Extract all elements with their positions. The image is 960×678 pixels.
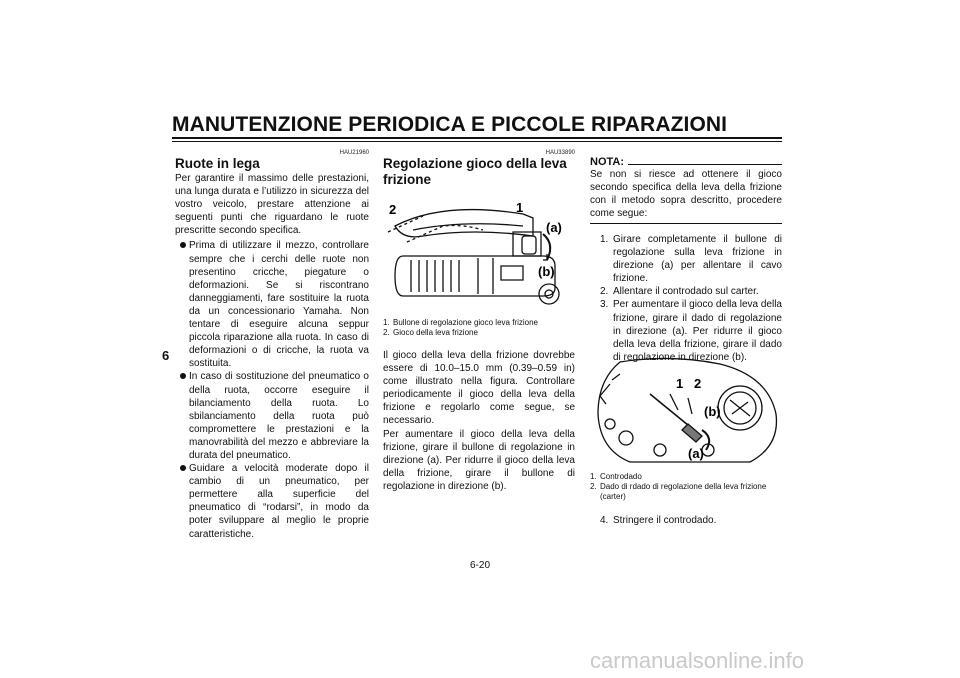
nota-label: NOTA: — [590, 156, 625, 168]
figure-caption — [383, 318, 575, 338]
bullet-item: Prima di utilizzare il mezzo, controllare sempre che i cerchi delle ruote non presentino cricche, piegature o deformazioni. Se si riscontrano danneggiamenti, fare sostituire la ruota da un concessionario Yamaha. Non tentare di eseguire alcuna seppur piccola riparazione alla ruota. In caso di deformazioni o di cricche, la ruota va sostituita. — [175, 239, 369, 370]
final-step-list — [590, 514, 782, 527]
section-heading: Regolazione gioco della leva frizione — [383, 156, 567, 187]
figure-label-b: (b) — [538, 264, 555, 279]
engine-case-figure — [590, 354, 782, 466]
figure-label-2: 2 — [389, 202, 397, 217]
figure-label-2: 2 — [694, 376, 702, 391]
caption-row: 2. Dado di rdado di regolazione della leva frizione (carter) — [590, 482, 767, 501]
header-rule — [172, 137, 782, 139]
section-heading: Ruote in lega — [175, 156, 260, 171]
nota-rule — [628, 164, 782, 165]
bullet-icon — [180, 373, 186, 379]
clutch-lever-figure — [383, 196, 575, 314]
paragraph: Il gioco della leva della frizione dovrebbe essere di 10.0–15.0 mm (0.39–0.59 in) come illustrato nella figura. Controllare periodicamente il gioco della leva della frizione e regolarlo come segue, se necessario. — [383, 350, 575, 427]
step-list — [590, 233, 782, 364]
section-intro: Per garantire il massimo delle prestazioni, una lunga durata e l’utilizzo in sicurezza del vostro veicolo, prestare attenzione ai seguenti punti che riguardano le ruote prescritte secondo specifica. — [175, 173, 369, 237]
bullet-item: In caso di sostituzione del pneumatico o della ruota, occorre eseguire il bilanciamento della ruota. Lo sbilanciamento della ruota può compromettere le prestazioni e la manovrabilità del mezzo e abbreviare la durata del pneumatico. — [175, 370, 369, 462]
caption-row: 2. Gioco della leva frizione — [383, 328, 478, 337]
header-rule-thin — [172, 141, 782, 142]
step-item: 3. Per aumentare il gioco della leva della frizione, girare il dado di regolazione in direzione (a). Per ridurre il gioco della leva della frizione, girare il dado di regolazione in direzione (b). — [600, 299, 782, 363]
step-item: 1. Girare completamente il bullone di regolazione sulla leva frizione in direzione (a) per allentare il cavo frizione. — [600, 234, 782, 285]
step-item: 4. Stringere il controdado. — [600, 515, 717, 526]
nota-box — [590, 156, 782, 224]
figure-label-1: 1 — [676, 376, 684, 391]
chapter-tab: 6 — [162, 348, 170, 363]
section-code: HAU33890 — [545, 150, 575, 156]
section-clutch-lever — [383, 150, 575, 188]
bullet-icon — [180, 465, 186, 471]
watermark: carmanualsonline.info — [590, 648, 805, 673]
bullet-item: Guidare a velocità moderate dopo il cambio di un pneumatico, per permettere alla superficie del pneumatico di “rodarsi”, in modo da poter sviluppare al meglio le proprie caratteristiche. — [175, 462, 369, 541]
caption-row: 1. Controdado — [590, 472, 642, 481]
figure-label-a: (a) — [688, 446, 704, 461]
figure-label-1: 1 — [516, 200, 524, 215]
section-alloy-wheels — [175, 150, 369, 541]
page-title: MANUTENZIONE PERIODICA E PICCOLE RIPARAZIONI — [172, 113, 728, 136]
figure-label-a: (a) — [546, 220, 562, 235]
clutch-paragraphs — [383, 349, 575, 493]
bullet-icon — [180, 242, 186, 248]
paragraph: Per aumentare il gioco della leva della frizione, girare il bullone di regolazione in direzione (a). Per ridurre il gioco della leva della frizione, girare il bullone di regolazione in direzione (b). — [383, 428, 575, 492]
page-number: 6-20 — [469, 560, 490, 571]
section-code: HAU21960 — [339, 150, 369, 156]
step-item: 2. Allentare il controdado sul carter. — [600, 286, 759, 298]
figure-caption — [590, 472, 782, 502]
nota-text: Se non si riesce ad ottenere il gioco secondo specifica della leva della frizione con il metodo sopra descritto, procedere come segue: — [590, 169, 782, 220]
bullet-list — [175, 239, 369, 540]
nota-bottom-rule — [590, 223, 782, 224]
caption-row: 1. Bullone di regolazione gioco leva frizione — [383, 318, 538, 327]
figure-label-b: (b) — [704, 404, 721, 419]
